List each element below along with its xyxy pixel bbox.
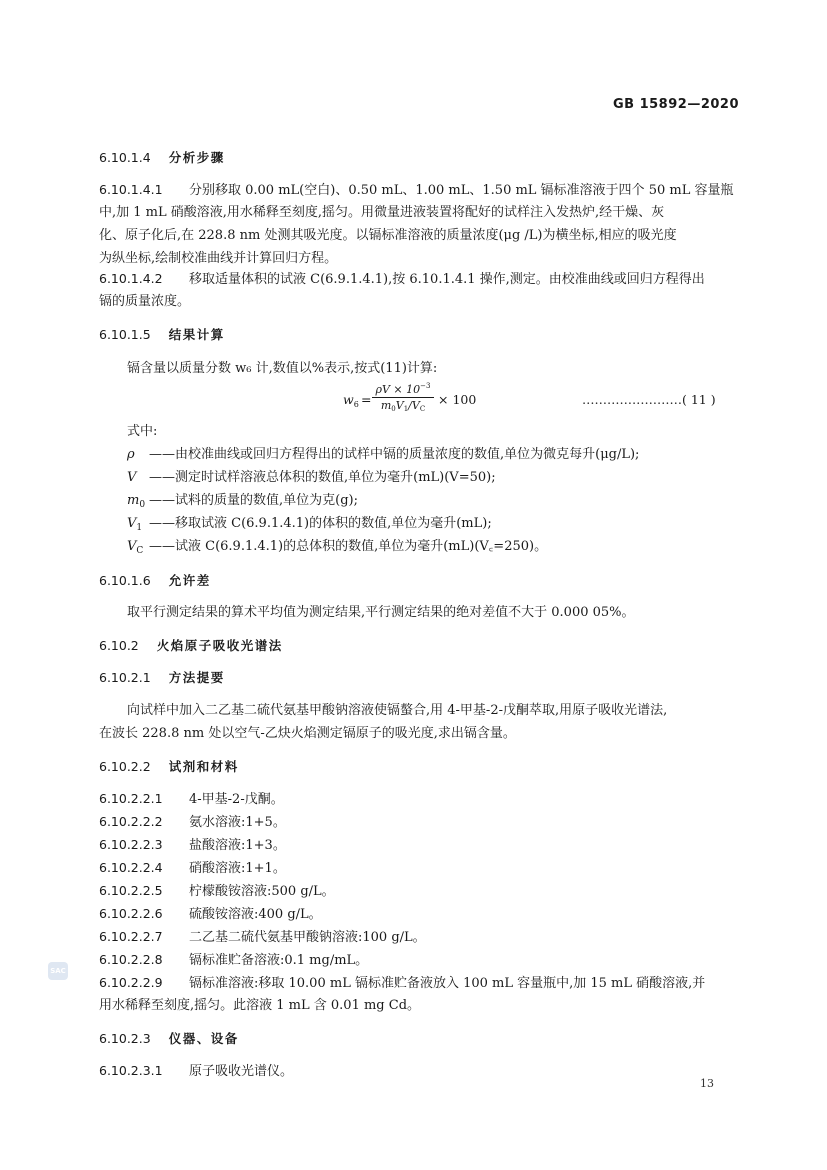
paragraph-line bbox=[99, 267, 739, 291]
paragraph-line: 中,加 1 mL 硝酸溶液,用水稀释至刻度,摇匀。用微量进液装置将配好的试样注入发热炉,经干燥、灰 bbox=[99, 205, 665, 220]
symbol: $m_0$ bbox=[127, 493, 146, 510]
standard-number: GB 15892—2020 bbox=[612, 97, 739, 112]
section-heading bbox=[99, 634, 739, 658]
section-title: 试剂和材料 bbox=[168, 759, 239, 774]
section-number: 6.10.2.3 bbox=[99, 1031, 151, 1046]
clause-number: 6.10.2.2.3 bbox=[99, 837, 163, 852]
sac-watermark-icon: SAC bbox=[48, 962, 68, 980]
clause-text: 氨水溶液:1+5。 bbox=[189, 815, 286, 830]
clause-text: 盐酸溶液:1+3。 bbox=[189, 838, 286, 853]
section-title: 火焰原子吸收光谱法 bbox=[156, 638, 283, 653]
symbol: $V_1$ bbox=[127, 516, 143, 533]
paragraph-line: 用水稀释至刻度,摇匀。此溶液 1 mL 含 0.01 mg Cd。 bbox=[99, 998, 421, 1013]
symbol: ρ bbox=[127, 447, 135, 462]
clause-number: 6.10.1.4.2 bbox=[99, 271, 163, 286]
tolerance-text: 取平行测定结果的算术平均值为测定结果,平行测定结果的绝对差值不大于 0.000 05%。 bbox=[127, 605, 635, 620]
clause-text: 镉标准溶液:移取 10.00 mL 镉标准贮备液放入 100 mL 容量瓶中,加 15 mL 硝酸溶液,并 bbox=[189, 976, 706, 991]
list-item bbox=[99, 902, 739, 926]
paragraph-line: 为纵坐标,绘制校准曲线并计算回归方程。 bbox=[99, 251, 338, 266]
clause-text: 硫酸铵溶液:400 g/L。 bbox=[189, 907, 322, 922]
list-item bbox=[99, 1059, 739, 1083]
section-heading bbox=[99, 146, 739, 170]
symbol-text: ——测定时试样溶液总体积的数值,单位为毫升(mL)(V=50); bbox=[149, 470, 496, 485]
clause-text: 分别移取 0.00 mL(空白)、0.50 mL、1.00 mL、1.50 mL 镉标准溶液于四个 50 mL 容量瓶 bbox=[189, 183, 734, 198]
formula-denominator: $m_0V_1/V_C$ bbox=[380, 399, 426, 413]
symbol-text: ——由校准曲线或回归方程得出的试样中镉的质量浓度的数值,单位为微克每升(μg/L); bbox=[149, 447, 640, 462]
section-heading bbox=[99, 755, 739, 779]
section-title: 分析步骤 bbox=[168, 150, 225, 165]
section-title: 结果计算 bbox=[168, 327, 225, 342]
clause-number: 6.10.2.2.1 bbox=[99, 791, 163, 806]
list-item bbox=[99, 833, 739, 857]
formula-fraction bbox=[372, 382, 434, 413]
paragraph-line: 化、原子化后,在 228.8 nm 处测其吸光度。以镉标准溶液的质量浓度(μg /L)为横坐标,相应的吸光度 bbox=[99, 228, 677, 243]
clause-text: 二乙基二硫代氨基甲酸钠溶液:100 g/L。 bbox=[189, 930, 426, 945]
symbol-text: ——移取试液 C(6.9.1.4.1)的体积的数值,单位为毫升(mL); bbox=[149, 516, 492, 531]
symbol: $V_C$ bbox=[127, 539, 144, 556]
paragraph-line bbox=[99, 178, 739, 202]
paragraph-line: 向试样中加入二乙基二硫代氨基甲酸钠溶液使镉螯合,用 4-甲基-2-戊酮萃取,用原子吸收光谱法, bbox=[127, 703, 668, 718]
clause-number: 6.10.2.2.5 bbox=[99, 883, 163, 898]
list-item bbox=[99, 971, 739, 995]
clause-number: 6.10.2.2.4 bbox=[99, 860, 163, 875]
clause-text: 柠檬酸铵溶液:500 g/L。 bbox=[189, 884, 335, 899]
section-heading bbox=[99, 666, 739, 690]
section-title: 允许差 bbox=[168, 573, 211, 588]
section-title: 方法提要 bbox=[168, 670, 225, 685]
clause-number: 6.10.2.3.1 bbox=[99, 1063, 163, 1078]
section-number: 6.10.2.2 bbox=[99, 759, 151, 774]
section-number: 6.10.1.4 bbox=[99, 150, 151, 165]
section-number: 6.10.1.6 bbox=[99, 573, 151, 588]
formula-equals: = bbox=[361, 392, 372, 407]
list-item bbox=[99, 787, 739, 811]
clause-text: 硝酸溶液:1+1。 bbox=[189, 861, 286, 876]
symbol-text: ——试料的质量的数值,单位为克(g); bbox=[149, 493, 358, 508]
section-heading bbox=[99, 1027, 739, 1051]
clause-number: 6.10.2.2.2 bbox=[99, 814, 163, 829]
section-heading bbox=[99, 569, 739, 593]
formula-lhs: $w_6$ bbox=[343, 392, 359, 409]
section-number: 6.10.2.1 bbox=[99, 670, 151, 685]
list-item bbox=[99, 879, 739, 903]
paragraph-line: 在波长 228.8 nm 处以空气-乙炔火焰测定镉原子的吸光度,求出镉含量。 bbox=[99, 726, 516, 741]
page-number: 13 bbox=[700, 1077, 714, 1090]
section-title: 仪器、设备 bbox=[168, 1031, 239, 1046]
list-item bbox=[99, 925, 739, 949]
symbol-definition bbox=[127, 535, 739, 563]
clause-number: 6.10.1.4.1 bbox=[99, 182, 163, 197]
calc-intro: 镉含量以质量分数 w₆ 计,数值以%表示,按式(11)计算: bbox=[127, 361, 438, 376]
clause-text: 镉标准贮备溶液:0.1 mg/mL。 bbox=[189, 953, 369, 968]
section-number: 6.10.1.5 bbox=[99, 327, 151, 342]
list-item bbox=[99, 810, 739, 834]
clause-number: 6.10.2.2.8 bbox=[99, 952, 163, 967]
where-label: 式中: bbox=[127, 424, 158, 439]
section-heading bbox=[99, 323, 739, 347]
formula-multiplier: × 100 bbox=[438, 392, 477, 407]
clause-number: 6.10.2.2.9 bbox=[99, 975, 163, 990]
paragraph-line: 镉的质量浓度。 bbox=[99, 294, 191, 309]
clause-number: 6.10.2.2.6 bbox=[99, 906, 163, 921]
clause-number: 6.10.2.2.7 bbox=[99, 929, 163, 944]
clause-text: 4-甲基-2-戊酮。 bbox=[189, 792, 284, 807]
section-number: 6.10.2 bbox=[99, 638, 139, 653]
clause-text: 移取适量体积的试液 C(6.9.1.4.1),按 6.10.1.4.1 操作,测定。由校准曲线或回归方程得出 bbox=[189, 272, 705, 287]
clause-text: 原子吸收光谱仪。 bbox=[189, 1064, 294, 1079]
list-item bbox=[99, 948, 739, 972]
symbol-text: ——试液 C(6.9.1.4.1)的总体积的数值,单位为毫升(mL)(V꜀=250)。 bbox=[149, 539, 548, 554]
symbol: V bbox=[127, 470, 137, 485]
list-item bbox=[99, 856, 739, 880]
equation-number: ……………………( 11 ) bbox=[582, 392, 716, 407]
formula-numerator: $\rho V \times 10^{-3}$ bbox=[372, 382, 434, 398]
